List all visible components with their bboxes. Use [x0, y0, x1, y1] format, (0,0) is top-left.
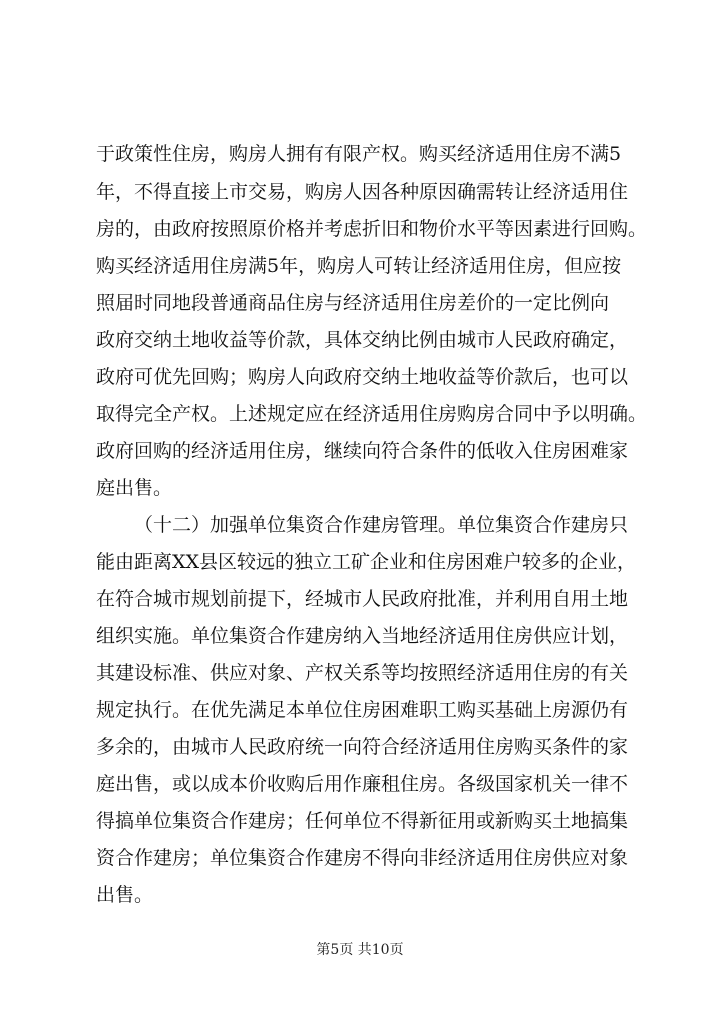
text-line-3: 房的，由政府按照原价格并考虑折旧和物价水平等因素进行回购。 [96, 218, 648, 240]
text-line-4: 购买经济适用住房满5年，购房人可转让经济适用住房，但应按 [96, 255, 622, 277]
text-line-20: 资合作建房；单位集资合作建房不得向非经济适用住房供应对象 [96, 847, 629, 869]
text-line-18: 庭出售，或以成本价收购后用作廉租住房。各级国家机关一律不 [96, 773, 629, 795]
page-number-footer: 第5页 共10页 [316, 942, 404, 958]
text-line-8: 取得完全产权。上述规定应在经济适用住房购房合同中予以明确。 [96, 403, 648, 425]
text-line-7: 政府可优先回购；购房人向政府交纳土地收益等价款后，也可以 [96, 366, 629, 388]
text-line-14: 组织实施。单位集资合作建房纳入当地经济适用住房供应计划， [96, 625, 629, 647]
text-line-5: 照届时同地段普通商品住房与经济适用住房差价的一定比例向 [96, 292, 610, 314]
text-line-17: 多余的，由城市人民政府统一向符合经济适用住房购买条件的家 [96, 736, 629, 758]
text-line-16: 规定执行。在优先满足本单位住房困难职工购买基础上房源仍有 [96, 699, 629, 721]
text-line-6: 政府交纳土地收益等价款，具体交纳比例由城市人民政府确定， [96, 329, 629, 351]
text-line-9: 政府回购的经济适用住房，继续向符合条件的低收入住房困难家 [96, 440, 629, 462]
text-line-19: 得搞单位集资合作建房；任何单位不得新征用或新购买土地搞集 [96, 810, 629, 832]
text-line-12: 能由距离XX县区较远的独立工矿企业和住房困难户较多的企业， [96, 551, 637, 573]
text-line-2: 年，不得直接上市交易，购房人因各种原因确需转让经济适用住 [96, 181, 629, 203]
text-line-1: 于政策性住房，购房人拥有有限产权。购买经济适用住房不满5 [96, 143, 622, 165]
text-line-21: 出售。 [96, 884, 154, 906]
text-line-11: （十二）加强单位集资合作建房管理。单位集资合作建房只 [134, 514, 629, 536]
text-line-13: 在符合城市规划前提下，经城市人民政府批准，并利用自用土地 [96, 588, 629, 610]
text-line-15: 其建设标准、供应对象、产权关系等均按照经济适用住房的有关 [96, 662, 629, 684]
text-line-10: 庭出售。 [96, 477, 173, 499]
